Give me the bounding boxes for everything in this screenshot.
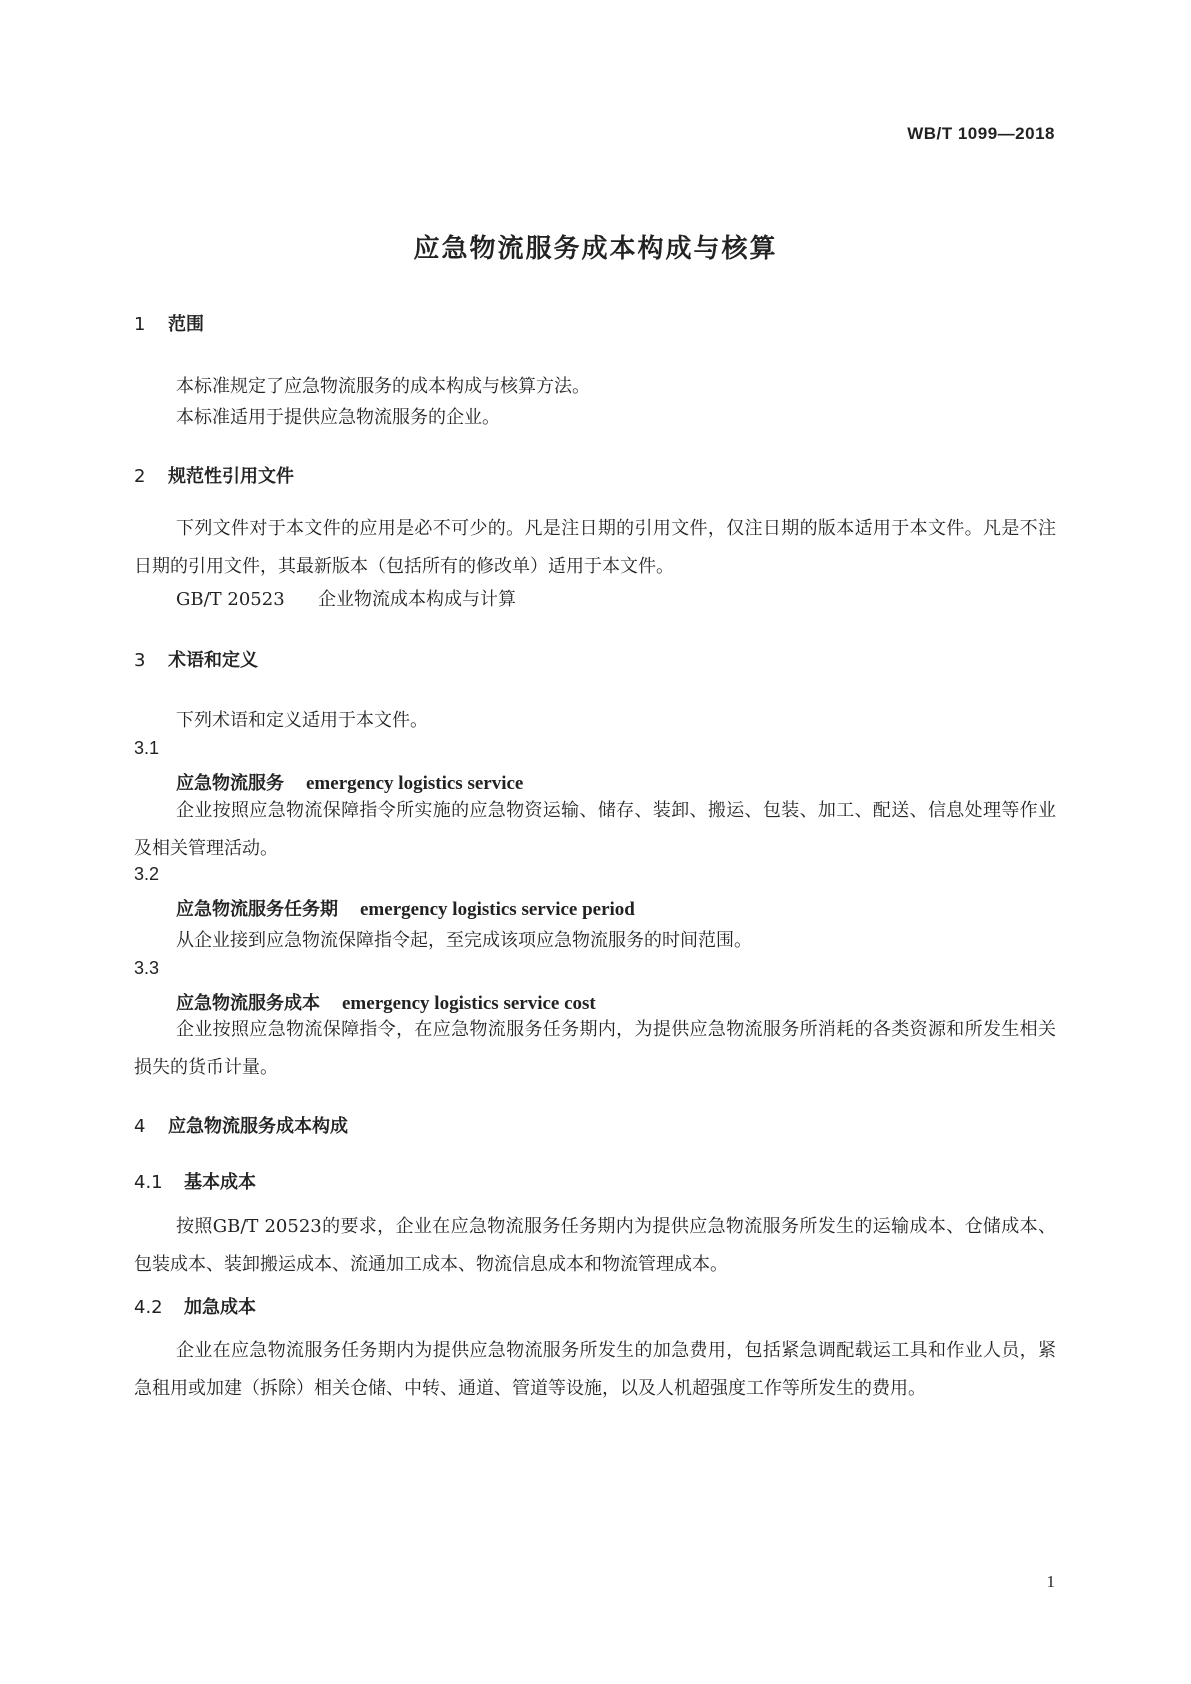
term-en: emergency logistics service — [306, 773, 524, 794]
section-title: 应急物流服务成本构成 — [168, 1116, 348, 1137]
document-title: 应急物流服务成本构成与核算 — [413, 234, 778, 264]
term-number: 3.1 — [134, 738, 160, 758]
term-definition: 企业按照应急物流保障指令所实施的应急物资运输、储存、装卸、搬运、包装、加工、配送、信息处理等作业及相关管理活动。 — [134, 800, 1056, 859]
paragraph: 本标准适用于提供应急物流服务的企业。 — [176, 407, 500, 428]
term-en: emergency logistics service cost — [342, 993, 596, 1014]
standard-code: WB/T 1099—2018 — [907, 124, 1055, 143]
section-title: 规范性引用文件 — [168, 466, 294, 487]
paragraph: 企业在应急物流服务任务期内为提供应急物流服务所发生的加急费用，包括紧急调配载运工具和作业人员，紧急租用或加建（拆除）相关仓储、中转、通道、管道等设施，以及人机超强度工作等所发生的费用。 — [134, 1340, 1056, 1399]
section-title: 范围 — [168, 314, 204, 335]
term-number: 3.3 — [134, 958, 160, 978]
term-number: 3.2 — [134, 864, 160, 884]
reference-code: GB/T 20523 — [176, 589, 285, 610]
paragraph: 本标准规定了应急物流服务的成本构成与核算方法。 — [176, 376, 590, 397]
term-definition: 从企业接到应急物流保障指令起，至完成该项应急物流服务的时间范围。 — [176, 930, 752, 951]
subsection-title: 基本成本 — [184, 1172, 256, 1193]
term-en: emergency logistics service period — [360, 899, 635, 920]
term-zh: 应急物流服务任务期 — [176, 899, 338, 920]
subsection-number: 4.2 — [134, 1297, 163, 1318]
section-4-heading — [134, 1112, 348, 1138]
reference-title: 企业物流成本构成与计算 — [318, 589, 516, 610]
section-number: 3 — [134, 650, 146, 671]
section-title: 术语和定义 — [168, 650, 258, 671]
normative-reference — [176, 585, 516, 611]
term-zh: 应急物流服务 — [176, 773, 284, 794]
subsection-title: 加急成本 — [184, 1297, 256, 1318]
section-2-heading — [134, 462, 294, 488]
term-definition: 企业按照应急物流保障指令，在应急物流服务任务期内，为提供应急物流服务所消耗的各类资源和所发生相关损失的货币计量。 — [134, 1019, 1056, 1078]
term-zh: 应急物流服务成本 — [176, 993, 320, 1014]
subsection-4-2-heading — [134, 1293, 256, 1319]
term-heading — [176, 895, 635, 921]
subsection-number: 4.1 — [134, 1172, 163, 1193]
page-number: 1 — [1046, 1572, 1055, 1591]
section-number: 2 — [134, 466, 146, 487]
paragraph: 按照GB/T 20523的要求，企业在应急物流服务任务期内为提供应急物流服务所发生的运输成本、仓储成本、包装成本、装卸搬运成本、流通加工成本、物流信息成本和物流管理成本。 — [134, 1216, 1056, 1275]
section-number: 4 — [134, 1116, 146, 1137]
subsection-4-1-heading — [134, 1168, 256, 1194]
section-1-heading — [134, 310, 204, 336]
section-number: 1 — [134, 314, 146, 335]
paragraph: 下列文件对于本文件的应用是必不可少的。凡是注日期的引用文件，仅注日期的版本适用于本文件。凡是不注日期的引用文件，其最新版本（包括所有的修改单）适用于本文件。 — [134, 518, 1056, 577]
section-3-heading — [134, 646, 258, 672]
paragraph: 下列术语和定义适用于本文件。 — [176, 710, 428, 731]
